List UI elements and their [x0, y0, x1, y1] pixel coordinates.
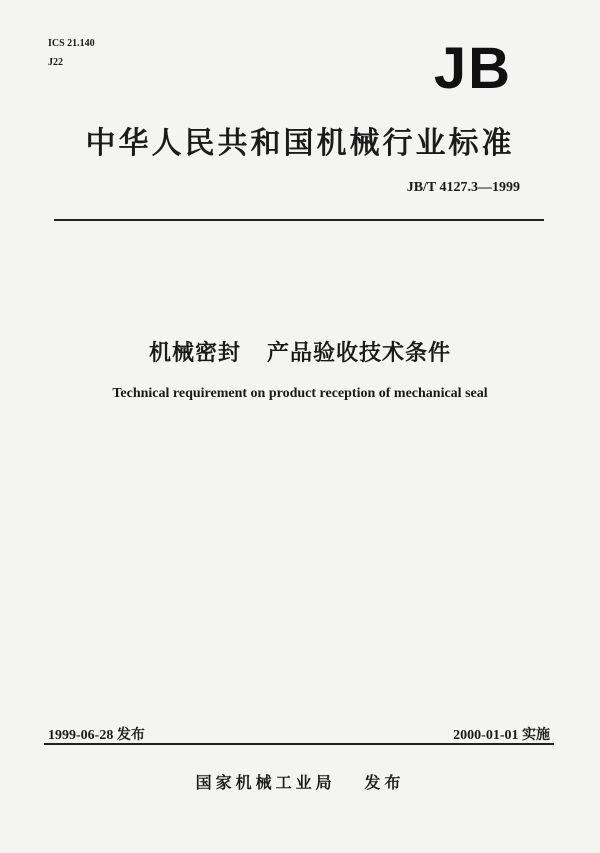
ics-code: ICS 21.140 [48, 38, 95, 49]
issue-date: 1999-06-28 发布 [48, 728, 145, 743]
jb-logo: JB [433, 36, 512, 101]
footer-divider [44, 743, 554, 745]
implementation-date: 2000-01-01 实施 [453, 728, 550, 743]
header-divider [54, 219, 544, 221]
standard-title: 中华人民共和国机械行业标准 [85, 126, 515, 161]
document-title-cn: 机械密封 产品验收技术条件 [149, 341, 451, 366]
classification-code: J22 [48, 57, 63, 68]
document-title-en: Technical requirement on product reception of mechanical seal [112, 386, 488, 401]
standard-number: JB/T 4127.3—1999 [406, 180, 520, 195]
issuing-authority: 国家机械工业局 发布 [195, 773, 405, 792]
